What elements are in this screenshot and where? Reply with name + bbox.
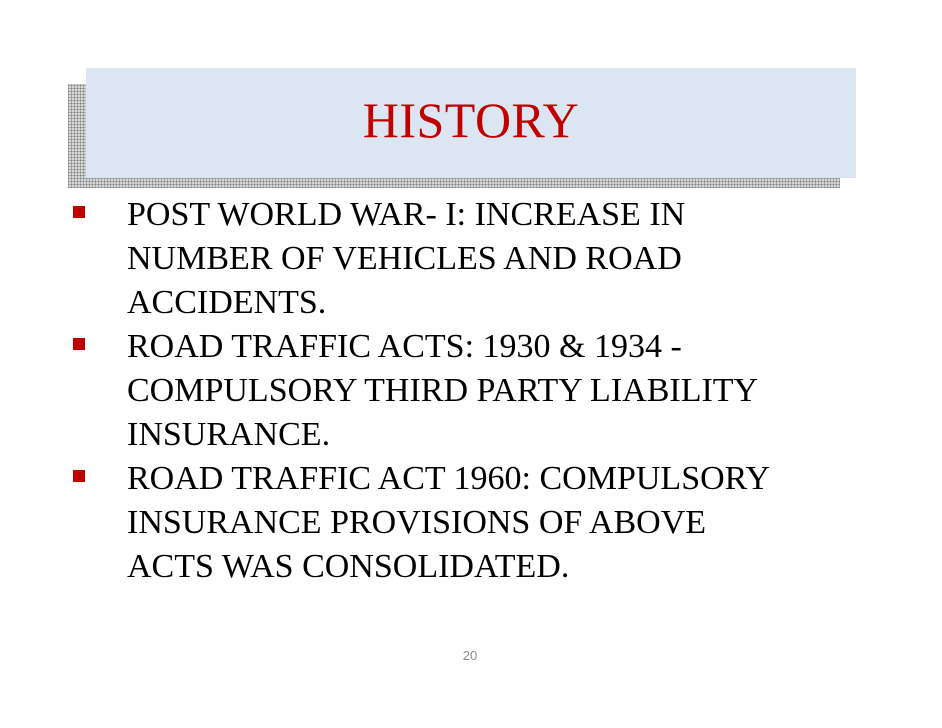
bullet-text xyxy=(127,457,870,589)
bullet-line: POST WORLD WAR- I: INCREASE IN xyxy=(127,196,686,233)
page-number: 20 xyxy=(462,648,478,663)
bullet-list xyxy=(70,193,870,589)
bullet-line: ACCIDENTS. xyxy=(127,284,327,321)
square-bullet-icon xyxy=(73,206,85,218)
bullet-text xyxy=(127,193,870,325)
square-bullet-icon xyxy=(73,338,85,350)
bullet-line: INSURANCE PROVISIONS OF ABOVE xyxy=(127,504,707,541)
bullet-item xyxy=(70,193,870,325)
bullet-line: ROAD TRAFFIC ACT 1960: COMPULSORY xyxy=(127,460,771,497)
bullet-line: ROAD TRAFFIC ACTS: 1930 & 1934 - xyxy=(127,328,682,365)
bullet-item xyxy=(70,325,870,457)
bullet-line: ACTS WAS CONSOLIDATED. xyxy=(127,548,570,585)
bullet-line: NUMBER OF VEHICLES AND ROAD xyxy=(127,240,682,277)
slide-title: HISTORY xyxy=(362,92,580,148)
bullet-text xyxy=(127,325,870,457)
bullet-item xyxy=(70,457,870,589)
bullet-line: INSURANCE. xyxy=(127,416,331,453)
square-bullet-icon xyxy=(73,470,85,482)
bullet-line: COMPULSORY THIRD PARTY LIABILITY xyxy=(127,372,759,409)
